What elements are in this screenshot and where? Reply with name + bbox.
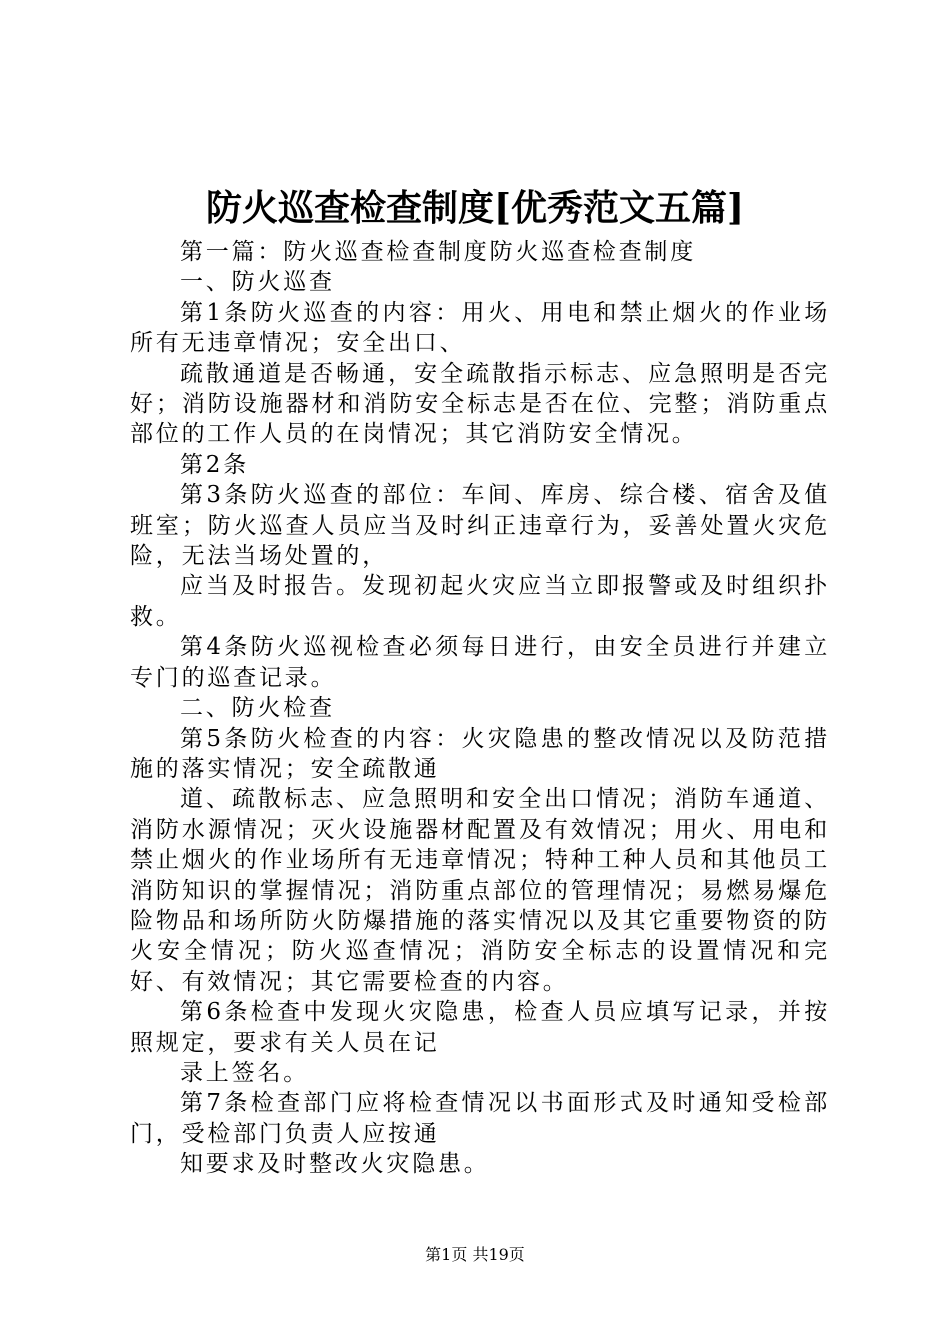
page-footer: [0, 1244, 950, 1266]
paragraph-8: 第4条防火巡视检查必须每日进行，由安全员进行并建立专门的巡查记录。: [130, 634, 830, 691]
paragraph-12: 第6条检查中发现火灾隐患，检查人员应填写记录，并按照规定，要求有关人员在记: [130, 999, 830, 1056]
paragraph-11: 道、疏散标志、应急照明和安全出口情况；消防车通道、消防水源情况；灭火设施器材配置及有效情况；用火、用电和禁止烟火的作业场所有无违章情况；特种工种人员和其他员工消防知识的掌握情况；消防重点部位的管理情况；易燃易爆危险物品和场所防火防爆措施的落实情况以及其它重要物资的防火安全情况；防火巡查情况；消防安全标志的设置情况和完好、有效情况；其它需要检查的内容。: [130, 786, 830, 995]
paragraph-4: 疏散通道是否畅通，安全疏散指示标志、应急照明是否完好；消防设施器材和消防安全标志是否在位、完整；消防重点部位的工作人员的在岗情况；其它消防安全情况。: [130, 360, 830, 448]
paragraph-7: 应当及时报告。发现初起火灾应当立即报警或及时组织扑救。: [130, 573, 830, 630]
paragraph-13: 录上签名。: [180, 1059, 309, 1086]
paragraph-14: 第7条检查部门应将检查情况以书面形式及时通知受检部门，受检部门负责人应按通: [130, 1090, 830, 1147]
paragraph-3: 第1条防火巡查的内容：用火、用电和禁止烟火的作业场所有无违章情况；安全出口、: [130, 299, 830, 357]
paragraph-15: 知要求及时整改火灾隐患。: [180, 1151, 490, 1178]
paragraph-10: 第5条防火检查的内容：火灾隐患的整改情况以及防范措施的落实情况；安全疏散通: [130, 725, 830, 782]
page-indicator: 第1页 共19页: [425, 1245, 525, 1264]
document-body: [130, 237, 830, 1180]
paragraph-5: 第2条: [180, 451, 250, 478]
paragraph-9: 二、防火检查: [180, 695, 335, 722]
paragraph-2: 一、防火巡查: [180, 269, 335, 296]
paragraph-1: 第一篇：防火巡查检查制度防火巡查检查制度: [180, 239, 696, 265]
paragraph-6: 第3条防火巡查的部位：车间、库房、综合楼、宿舍及值班室；防火巡查人员应当及时纠正违章行为，妥善处置火灾危险，无法当场处置的，: [130, 482, 830, 570]
page-title: 防火巡查检查制度[优秀范文五篇]: [205, 187, 745, 229]
